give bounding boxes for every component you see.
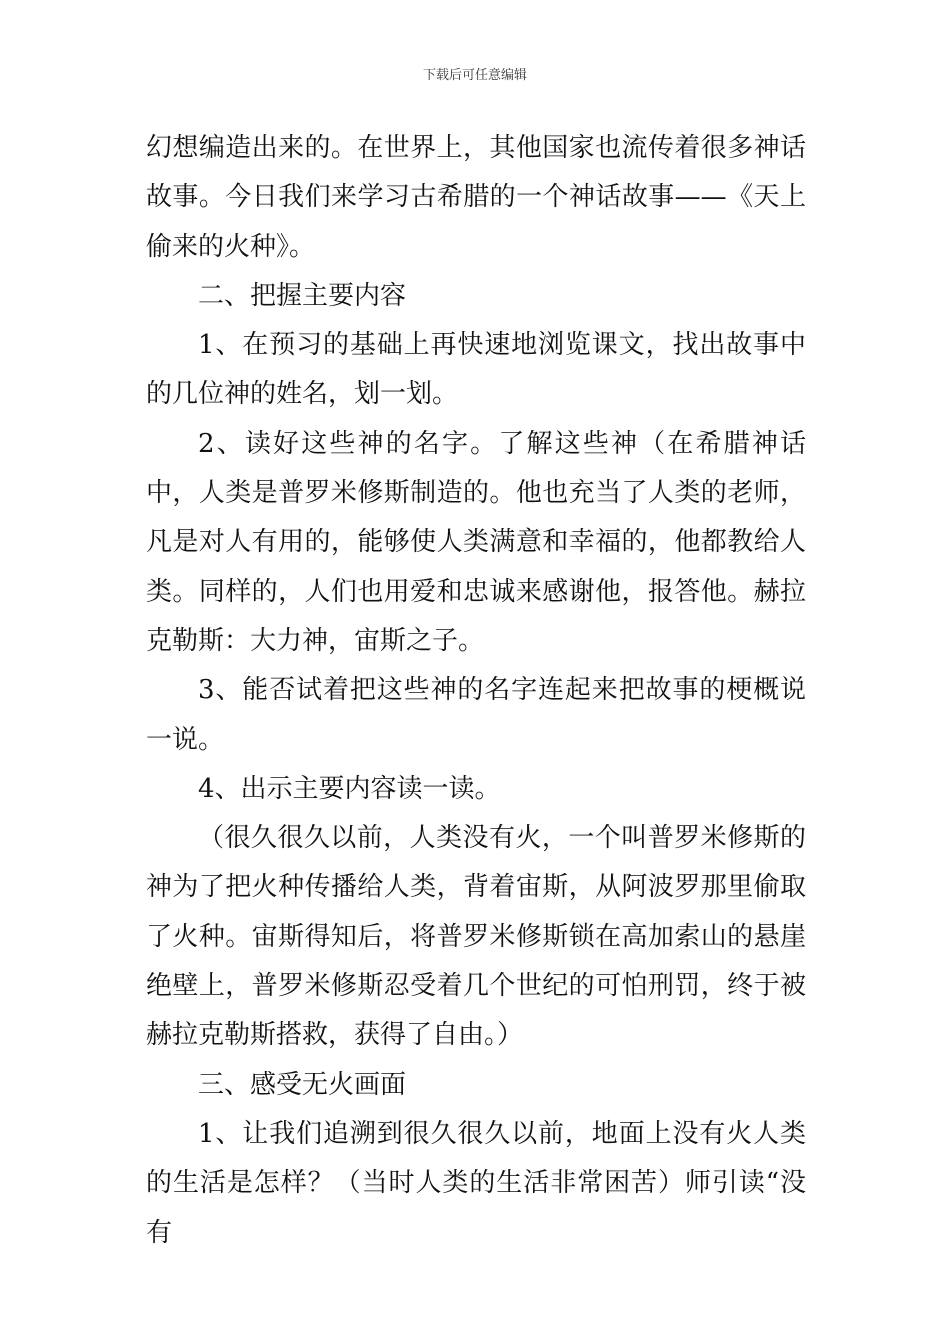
paragraph-item-4: 4、出示主要内容读一读。	[198, 773, 501, 804]
paragraph-item-3: 3、能否试着把这些神的名字连起来把故事的梗概说一说。	[146, 675, 806, 755]
paragraph-item-2: 2、读好这些神的名字。了解这些神（在希腊神话中，人类是普罗米修斯制造的。他也充当了人类的老师，凡是对人有用的，能够使人类满意和幸福的，他都教给人类。同样的，人们也用爱和忠诚来感谢他，报答他。赫拉克勒斯：大力神，宙斯之子。	[146, 428, 806, 656]
paragraph-intro-continuation: 幻想编造出来的。在世界上，其他国家也流传着很多神话故事。今日我们来学习古希腊的一个神话故事——《天上偷来的火种》。	[146, 133, 806, 262]
paragraph-item-1: 1、在预习的基础上再快速地浏览课文，找出故事中的几位神的姓名，划一划。	[146, 330, 806, 410]
paragraph-section3-item-1: 1、让我们追溯到很久很久以前，地面上没有火人类的生活是怎样？（当时人类的生活非常困苦）师引读“没有	[146, 1118, 806, 1248]
paragraph-summary: （很久很久以前，人类没有火，一个叫普罗米修斯的神为了把火种传播给人类，背着宙斯，从阿波罗那里偷取了火种。宙斯得知后，将普罗米修斯锁在高加索山的悬崖绝壁上，普罗米修斯忍受着几个世纪的可怕刑罚，终于被赫拉克勒斯搭救，获得了自由。）	[146, 823, 806, 1051]
section-heading-no-fire: 三、感受无火画面	[198, 1069, 407, 1100]
section-heading-main-content: 二、把握主要内容	[198, 280, 407, 311]
page-header: 下载后可任意编辑	[422, 68, 527, 83]
document-body	[146, 124, 806, 1258]
